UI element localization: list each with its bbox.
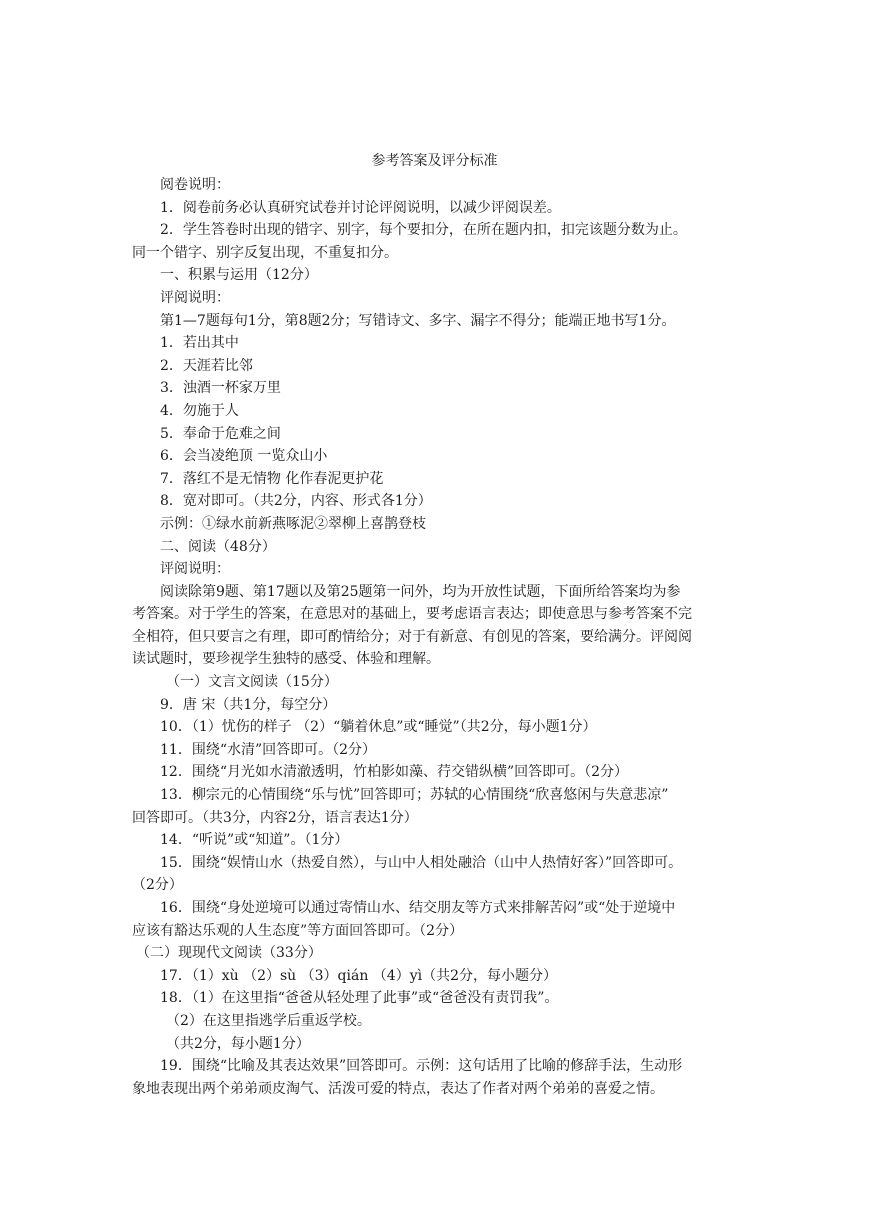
text-line: 14．“听说”或“知道”。（1分）	[160, 832, 349, 849]
text-line: 1．若出其中	[160, 335, 239, 352]
text-line: 评阅说明：	[160, 561, 230, 578]
text-line: 18．（1）在这里指“爸爸从轻处理了此事”或“爸爸没有责罚我”。	[160, 990, 559, 1007]
text-line: 回答即可。（共3分，内容2分，语言表达1分）	[132, 809, 418, 826]
text-line: 17．（1）xù （2）sù （3）qián （4）yì（共2分，每小题分）	[160, 967, 558, 984]
text-line: 2．学生答卷时出现的错字、别字，每个要扣分，在所在题内扣，扣完该题分数为止。	[160, 222, 687, 239]
text-line: （一）文言文阅读（15分）	[166, 674, 338, 691]
text-line: 阅卷说明：	[160, 177, 230, 193]
text-line: 1．阅卷前务必认真研究试卷并讨论评阅说明，以减少评阅误差。	[160, 199, 561, 216]
text-line: 阅读除第9题、第17题以及第25题第一问外，均为开放性试题，下面所给答案均为参	[160, 583, 681, 600]
text-line: 19．围绕“比喻及其表达效果”回答即可。示例：这句话用了比喻的修辞手法，生动形	[160, 1058, 683, 1075]
text-line: 二、阅读（48分）	[160, 538, 276, 555]
text-line: 11．围绕“水清”回答即可。（2分）	[160, 741, 377, 758]
text-line: 全相符，但只要言之有理，即可酌情给分；对于有新意、有创见的答案，要给满分。评阅阅	[132, 628, 692, 645]
text-line: 一、积累与运用（12分）	[160, 267, 318, 284]
text-line: 13．柳宗元的心情围绕“乐与忧”回答即可；苏轼的心情围绕“欣喜悠闲与失意悲凉”	[160, 787, 669, 804]
text-line: 15．围绕“娱情山水（热爱自然），与山中人相处融洽（山中人热情好客）”回答即可。	[160, 854, 683, 871]
text-line: 考答案。对于学生的答案，在意思对的基础上，要考虑语言表达；即使意思与参考答案不完	[132, 606, 692, 623]
text-line: 示例：①绿水前新燕啄泥②翠柳上喜鹊登枝	[160, 515, 426, 532]
text-line: 7．落红不是无情物 化作春泥更护花	[160, 470, 384, 487]
text-line: 读试题时，要珍视学生独特的感受、体验和理解。	[132, 651, 440, 668]
text-line: 9．唐 宋（共1分，每空分）	[160, 696, 337, 713]
text-line: 8．宽对即可。（共2分，内容、形式各1分）	[160, 493, 432, 510]
text-line: 12．围绕“月光如水清澈透明，竹柏影如藻、荇交错纵横”回答即可。（2分）	[160, 764, 629, 781]
text-line: 同一个错字、别字反复出现，不重复扣分。	[132, 244, 398, 261]
text-line: （2）在这里指逃学后重返学校。	[166, 1012, 371, 1029]
text-line: 5．奉命于危难之间	[160, 425, 281, 442]
text-line: （共2分，每小题1分）	[166, 1035, 310, 1052]
text-line: 3．浊酒一杯家万里	[160, 380, 281, 397]
text-line: （2分）	[132, 877, 183, 894]
text-line: 2．天涯若比邻	[160, 357, 253, 374]
document-body	[132, 174, 742, 1100]
text-line: （二）现现代文阅读（33分）	[136, 945, 322, 962]
text-line: 第1—7题每句1分，第8题2分；写错诗文、多字、漏字不得分；能端正地书写1分。	[160, 312, 676, 329]
text-line: 16．围绕“身处逆境可以通过寄情山水、结交朋友等方式来排解苦闷”或“处于逆境中	[160, 900, 676, 916]
page-title: 参考答案及评分标准	[371, 153, 498, 169]
text-line: 象地表现出两个弟弟顽皮淘气、活泼可爱的特点，表达了作者对两个弟弟的喜爱之情。	[132, 1080, 664, 1097]
text-line: 6．会当凌绝顶 一览众山小	[160, 448, 328, 465]
text-line: 应该有豁达乐观的人生态度”等方面回答即可。（2分）	[132, 922, 464, 939]
text-line: 4．勿施于人	[160, 402, 239, 419]
text-line: 10．（1）忧伤的样子 （2）“躺着休息”或“睡觉”（共2分，每小题1分）	[160, 719, 597, 736]
text-line: 评阅说明：	[160, 289, 230, 306]
